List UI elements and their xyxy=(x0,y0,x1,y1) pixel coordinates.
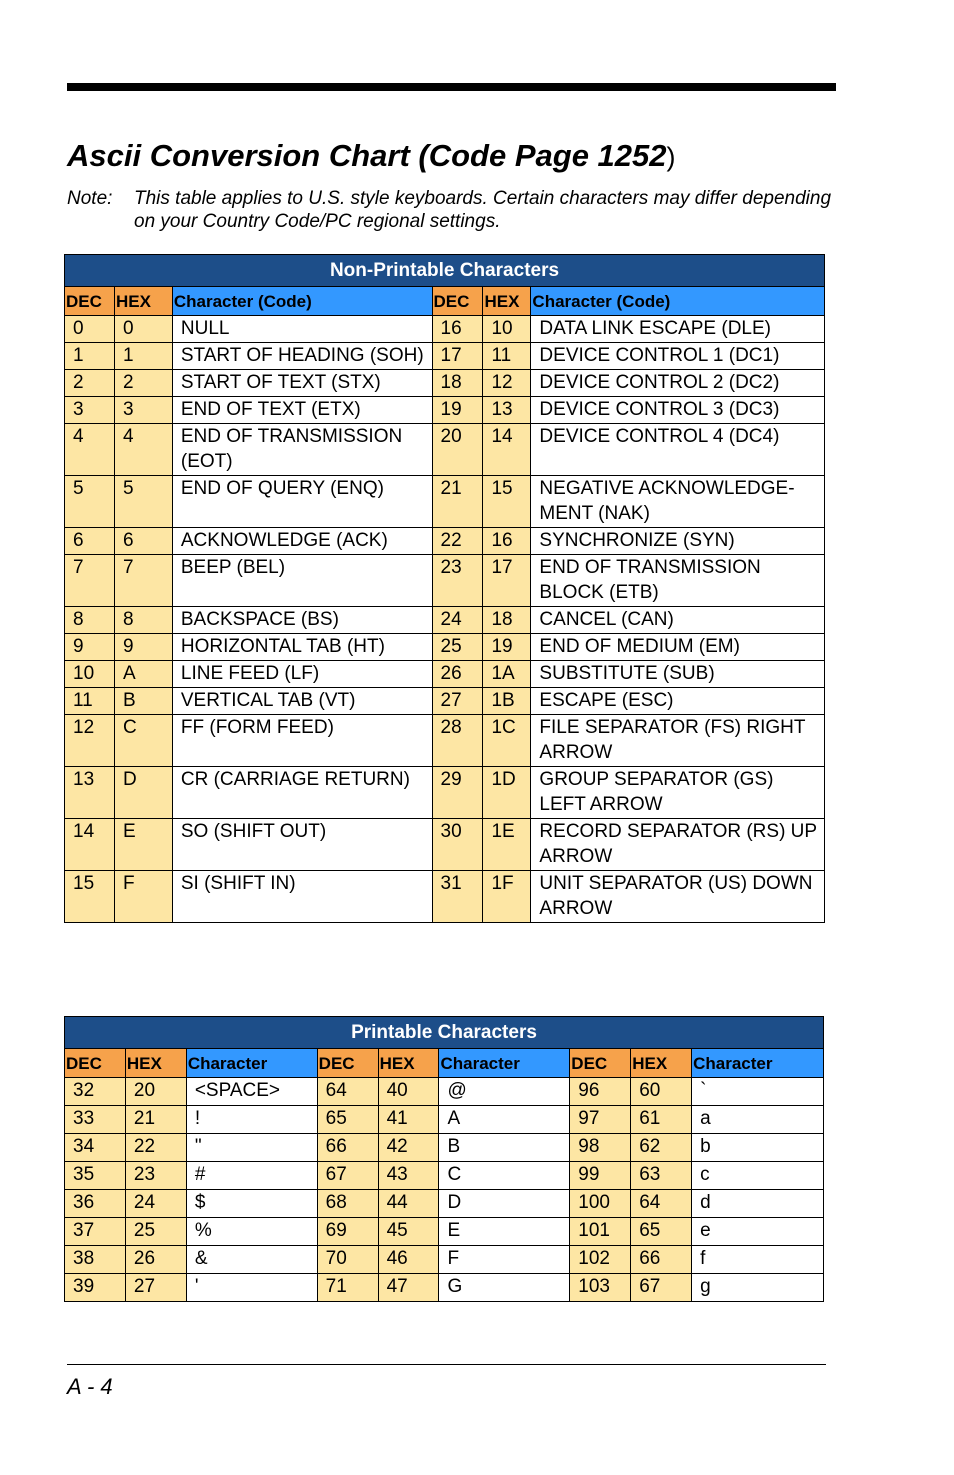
col-dec-header: DEC xyxy=(65,287,115,316)
dec-cell: 29 xyxy=(432,767,483,819)
col-dec-header: DEC xyxy=(432,287,483,316)
col-character-header: Character (Code) xyxy=(531,287,825,316)
dec-cell: 14 xyxy=(65,819,115,871)
page-title xyxy=(67,138,676,174)
dec-cell: 9 xyxy=(65,634,115,661)
table-row xyxy=(65,1134,824,1162)
hex-cell: 3 xyxy=(114,397,172,424)
table-row xyxy=(65,1078,824,1106)
table-row xyxy=(65,397,825,424)
hex-cell: 66 xyxy=(631,1246,692,1274)
dec-cell: 5 xyxy=(65,476,115,528)
table-row xyxy=(65,528,825,555)
hex-cell: 15 xyxy=(483,476,531,528)
hex-cell: 25 xyxy=(125,1218,186,1246)
dec-cell: 7 xyxy=(65,555,115,607)
hex-cell: 17 xyxy=(483,555,531,607)
character-cell: E xyxy=(439,1218,570,1246)
dec-cell: 64 xyxy=(317,1078,378,1106)
character-cell: G xyxy=(439,1274,570,1302)
hex-cell: 26 xyxy=(125,1246,186,1274)
col-character-header: Character (Code) xyxy=(172,287,432,316)
hex-cell: 61 xyxy=(631,1106,692,1134)
page-number: A - 4 xyxy=(67,1374,113,1399)
dec-cell: 0 xyxy=(65,316,115,343)
character-cell: D xyxy=(439,1190,570,1218)
character-cell: <SPACE> xyxy=(186,1078,317,1106)
character-cell: START OF HEADING (SOH) xyxy=(172,343,432,370)
col-hex-header: HEX xyxy=(114,287,172,316)
dec-cell: 11 xyxy=(65,688,115,715)
hex-cell: 40 xyxy=(378,1078,439,1106)
dec-cell: 69 xyxy=(317,1218,378,1246)
character-cell: & xyxy=(186,1246,317,1274)
hex-cell: 24 xyxy=(125,1190,186,1218)
hex-cell: 1B xyxy=(483,688,531,715)
dec-cell: 6 xyxy=(65,528,115,555)
dec-cell: 15 xyxy=(65,871,115,923)
hex-cell: 13 xyxy=(483,397,531,424)
dec-cell: 68 xyxy=(317,1190,378,1218)
hex-cell: 6 xyxy=(114,528,172,555)
hex-cell: 11 xyxy=(483,343,531,370)
character-cell: GROUP SEPARATOR (GS) LEFT ARROW xyxy=(531,767,825,819)
hex-cell: 1 xyxy=(114,343,172,370)
character-cell: END OF TRANSMISSION (EOT) xyxy=(172,424,432,476)
character-cell: e xyxy=(692,1218,824,1246)
hex-cell: 9 xyxy=(114,634,172,661)
character-cell: f xyxy=(692,1246,824,1274)
dec-cell: 4 xyxy=(65,424,115,476)
dec-cell: 36 xyxy=(65,1190,126,1218)
hex-cell: C xyxy=(114,715,172,767)
hex-cell: 2 xyxy=(114,370,172,397)
nonprintable-heading: Non-Printable Characters xyxy=(65,255,825,287)
character-cell: ACKNOWLEDGE (ACK) xyxy=(172,528,432,555)
hex-cell: 8 xyxy=(114,607,172,634)
dec-cell: 13 xyxy=(65,767,115,819)
hex-cell: 22 xyxy=(125,1134,186,1162)
dec-cell: 19 xyxy=(432,397,483,424)
col-character-header: Character xyxy=(186,1049,317,1078)
table-row xyxy=(65,424,825,476)
hex-cell: 21 xyxy=(125,1106,186,1134)
table-row xyxy=(65,767,825,819)
hex-cell: 67 xyxy=(631,1274,692,1302)
dec-cell: 21 xyxy=(432,476,483,528)
table-row xyxy=(65,476,825,528)
table-row xyxy=(65,370,825,397)
character-cell: BACKSPACE (BS) xyxy=(172,607,432,634)
dec-cell: 39 xyxy=(65,1274,126,1302)
table-row xyxy=(65,715,825,767)
table-row xyxy=(65,1246,824,1274)
dec-cell: 71 xyxy=(317,1274,378,1302)
hex-cell: 65 xyxy=(631,1218,692,1246)
dec-cell: 96 xyxy=(570,1078,631,1106)
hex-cell: 20 xyxy=(125,1078,186,1106)
character-cell: FILE SEPARATOR (FS) RIGHT ARROW xyxy=(531,715,825,767)
printable-table xyxy=(64,1016,824,1302)
table-row xyxy=(65,819,825,871)
character-cell: b xyxy=(692,1134,824,1162)
hex-cell: 1A xyxy=(483,661,531,688)
nonprintable-banner-row xyxy=(65,255,825,287)
hex-cell: F xyxy=(114,871,172,923)
dec-cell: 100 xyxy=(570,1190,631,1218)
dec-cell: 66 xyxy=(317,1134,378,1162)
table-row xyxy=(65,1218,824,1246)
character-cell: END OF TEXT (ETX) xyxy=(172,397,432,424)
character-cell: A xyxy=(439,1106,570,1134)
table-row xyxy=(65,1106,824,1134)
dec-cell: 12 xyxy=(65,715,115,767)
character-cell: LINE FEED (LF) xyxy=(172,661,432,688)
hex-cell: 41 xyxy=(378,1106,439,1134)
dec-cell: 26 xyxy=(432,661,483,688)
col-dec-header: DEC xyxy=(65,1049,126,1078)
hex-cell: 45 xyxy=(378,1218,439,1246)
dec-cell: 2 xyxy=(65,370,115,397)
dec-cell: 97 xyxy=(570,1106,631,1134)
hex-cell: 5 xyxy=(114,476,172,528)
dec-cell: 67 xyxy=(317,1162,378,1190)
hex-cell: B xyxy=(114,688,172,715)
dec-cell: 70 xyxy=(317,1246,378,1274)
table-row xyxy=(65,661,825,688)
table-row xyxy=(65,343,825,370)
hex-cell: 1E xyxy=(483,819,531,871)
col-character-header: Character xyxy=(439,1049,570,1078)
hex-cell: 18 xyxy=(483,607,531,634)
character-cell: DEVICE CONTROL 4 (DC4) xyxy=(531,424,825,476)
character-cell: END OF QUERY (ENQ) xyxy=(172,476,432,528)
character-cell: c xyxy=(692,1162,824,1190)
hex-cell: 4 xyxy=(114,424,172,476)
hex-cell: 14 xyxy=(483,424,531,476)
dec-cell: 30 xyxy=(432,819,483,871)
hex-cell: 7 xyxy=(114,555,172,607)
character-cell: DEVICE CONTROL 1 (DC1) xyxy=(531,343,825,370)
character-cell: SYNCHRONIZE (SYN) xyxy=(531,528,825,555)
dec-cell: 31 xyxy=(432,871,483,923)
note-label: Note: xyxy=(67,188,113,209)
character-cell: @ xyxy=(439,1078,570,1106)
character-cell: NEGATIVE ACKNOWLEDGE-MENT (NAK) xyxy=(531,476,825,528)
printable-header-row xyxy=(65,1049,824,1078)
dec-cell: 16 xyxy=(432,316,483,343)
character-cell: HORIZONTAL TAB (HT) xyxy=(172,634,432,661)
hex-cell: 42 xyxy=(378,1134,439,1162)
dec-cell: 27 xyxy=(432,688,483,715)
printable-heading: Printable Characters xyxy=(65,1017,824,1049)
col-dec-header: DEC xyxy=(570,1049,631,1078)
character-cell: # xyxy=(186,1162,317,1190)
col-hex-header: HEX xyxy=(125,1049,186,1078)
dec-cell: 102 xyxy=(570,1246,631,1274)
hex-cell: 1D xyxy=(483,767,531,819)
hex-cell: 60 xyxy=(631,1078,692,1106)
col-hex-header: HEX xyxy=(378,1049,439,1078)
dec-cell: 23 xyxy=(432,555,483,607)
dec-cell: 3 xyxy=(65,397,115,424)
dec-cell: 8 xyxy=(65,607,115,634)
hex-cell: 0 xyxy=(114,316,172,343)
hex-cell: 43 xyxy=(378,1162,439,1190)
hex-cell: 47 xyxy=(378,1274,439,1302)
character-cell: NULL xyxy=(172,316,432,343)
dec-cell: 25 xyxy=(432,634,483,661)
table-row xyxy=(65,1274,824,1302)
character-cell: CANCEL (CAN) xyxy=(531,607,825,634)
hex-cell: 63 xyxy=(631,1162,692,1190)
col-hex-header: HEX xyxy=(631,1049,692,1078)
table-row xyxy=(65,607,825,634)
character-cell: VERTICAL TAB (VT) xyxy=(172,688,432,715)
character-cell: UNIT SEPARATOR (US) DOWN ARROW xyxy=(531,871,825,923)
dec-cell: 98 xyxy=(570,1134,631,1162)
dec-cell: 99 xyxy=(570,1162,631,1190)
character-cell: " xyxy=(186,1134,317,1162)
character-cell: B xyxy=(439,1134,570,1162)
dec-cell: 103 xyxy=(570,1274,631,1302)
character-cell: CR (CARRIAGE RETURN) xyxy=(172,767,432,819)
character-cell: ` xyxy=(692,1078,824,1106)
character-cell: START OF TEXT (STX) xyxy=(172,370,432,397)
character-cell: SI (SHIFT IN) xyxy=(172,871,432,923)
dec-cell: 17 xyxy=(432,343,483,370)
note xyxy=(67,187,847,233)
character-cell: F xyxy=(439,1246,570,1274)
dec-cell: 20 xyxy=(432,424,483,476)
character-cell: DEVICE CONTROL 2 (DC2) xyxy=(531,370,825,397)
page-title-paren: ) xyxy=(666,142,676,172)
col-dec-header: DEC xyxy=(317,1049,378,1078)
col-character-header: Character xyxy=(692,1049,824,1078)
character-cell: END OF TRANSMISSION BLOCK (ETB) xyxy=(531,555,825,607)
hex-cell: 12 xyxy=(483,370,531,397)
dec-cell: 32 xyxy=(65,1078,126,1106)
dec-cell: 35 xyxy=(65,1162,126,1190)
dec-cell: 34 xyxy=(65,1134,126,1162)
dec-cell: 101 xyxy=(570,1218,631,1246)
character-cell: FF (FORM FEED) xyxy=(172,715,432,767)
table-row xyxy=(65,1162,824,1190)
table-row xyxy=(65,688,825,715)
character-cell: ! xyxy=(186,1106,317,1134)
character-cell: g xyxy=(692,1274,824,1302)
dec-cell: 10 xyxy=(65,661,115,688)
table-row xyxy=(65,1190,824,1218)
note-text: This table applies to U.S. style keyboards. Certain characters may differ depending on your Country Code/PC regional settings. xyxy=(134,188,832,232)
table-row xyxy=(65,316,825,343)
hex-cell: 46 xyxy=(378,1246,439,1274)
character-cell: $ xyxy=(186,1190,317,1218)
page-title-text: Ascii Conversion Chart (Code Page 1252 xyxy=(67,138,667,173)
character-cell: DATA LINK ESCAPE (DLE) xyxy=(531,316,825,343)
dec-cell: 1 xyxy=(65,343,115,370)
character-cell: BEEP (BEL) xyxy=(172,555,432,607)
bottom-rule xyxy=(67,1364,826,1365)
hex-cell: 1C xyxy=(483,715,531,767)
character-cell: RECORD SEPARATOR (RS) UP ARROW xyxy=(531,819,825,871)
hex-cell: 19 xyxy=(483,634,531,661)
dec-cell: 37 xyxy=(65,1218,126,1246)
character-cell: C xyxy=(439,1162,570,1190)
dec-cell: 24 xyxy=(432,607,483,634)
dec-cell: 22 xyxy=(432,528,483,555)
col-hex-header: HEX xyxy=(483,287,531,316)
dec-cell: 28 xyxy=(432,715,483,767)
table-row xyxy=(65,634,825,661)
character-cell: a xyxy=(692,1106,824,1134)
nonprintable-header-row xyxy=(65,287,825,316)
dec-cell: 18 xyxy=(432,370,483,397)
hex-cell: D xyxy=(114,767,172,819)
character-cell: DEVICE CONTROL 3 (DC3) xyxy=(531,397,825,424)
character-cell: SO (SHIFT OUT) xyxy=(172,819,432,871)
top-rule xyxy=(67,83,836,91)
character-cell: % xyxy=(186,1218,317,1246)
character-cell: ' xyxy=(186,1274,317,1302)
table-row xyxy=(65,871,825,923)
table-row xyxy=(65,555,825,607)
hex-cell: 27 xyxy=(125,1274,186,1302)
hex-cell: 62 xyxy=(631,1134,692,1162)
hex-cell: A xyxy=(114,661,172,688)
printable-banner-row xyxy=(65,1017,824,1049)
character-cell: SUBSTITUTE (SUB) xyxy=(531,661,825,688)
dec-cell: 38 xyxy=(65,1246,126,1274)
dec-cell: 65 xyxy=(317,1106,378,1134)
hex-cell: 16 xyxy=(483,528,531,555)
character-cell: END OF MEDIUM (EM) xyxy=(531,634,825,661)
hex-cell: 1F xyxy=(483,871,531,923)
dec-cell: 33 xyxy=(65,1106,126,1134)
hex-cell: 10 xyxy=(483,316,531,343)
hex-cell: E xyxy=(114,819,172,871)
character-cell: d xyxy=(692,1190,824,1218)
nonprintable-table xyxy=(64,254,825,923)
hex-cell: 23 xyxy=(125,1162,186,1190)
hex-cell: 44 xyxy=(378,1190,439,1218)
hex-cell: 64 xyxy=(631,1190,692,1218)
character-cell: ESCAPE (ESC) xyxy=(531,688,825,715)
